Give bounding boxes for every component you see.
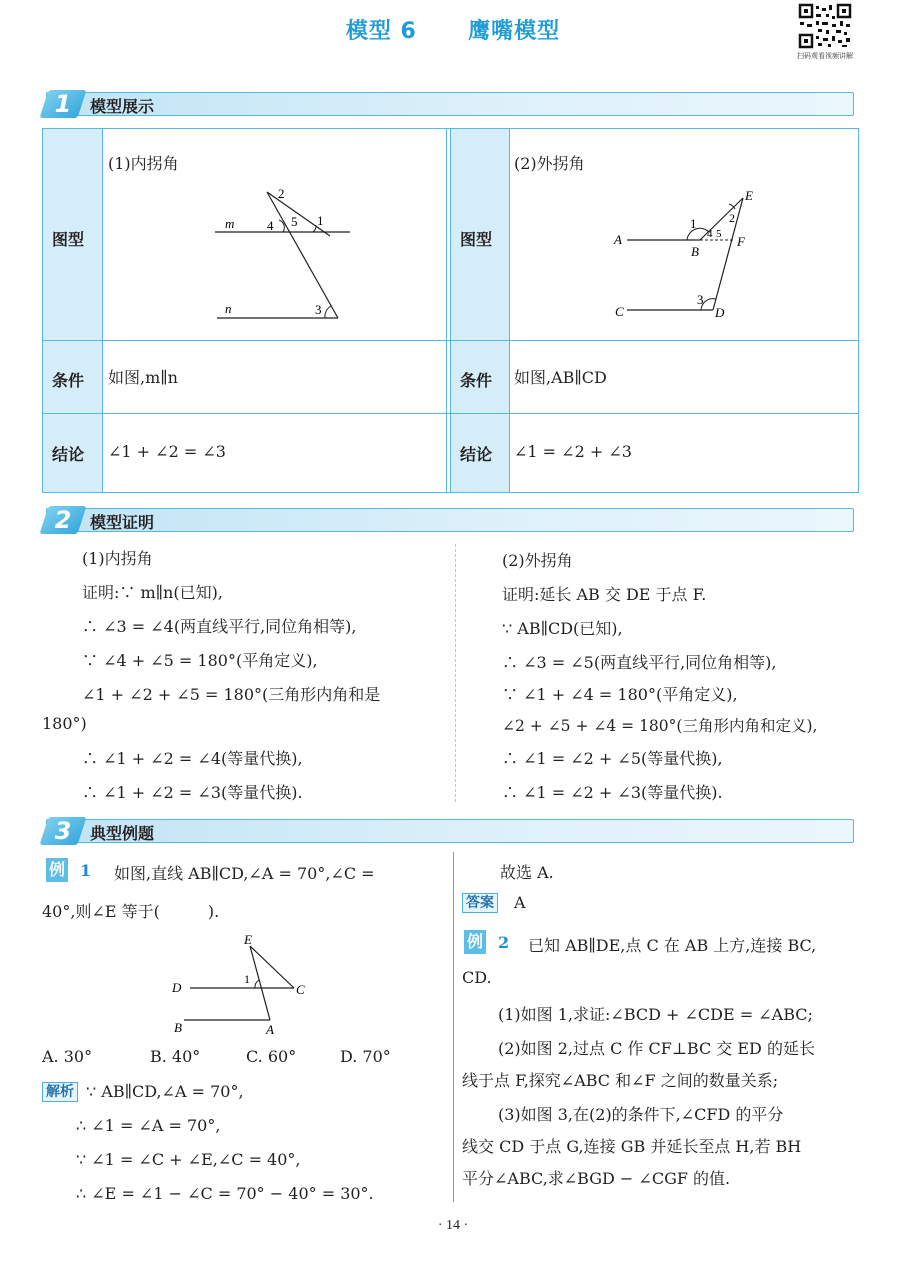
point-E-label: E — [745, 188, 753, 203]
example1-question: 40°,则∠E 等于( ). — [42, 902, 220, 921]
section3-bar — [46, 819, 854, 843]
proof-left-line: ∴ ∠1 + ∠2 = ∠3(等量代换). — [82, 783, 303, 802]
example2-line: 已知 AB∥DE,点 C 在 AB 上方,连接 BC, — [528, 936, 817, 955]
label-figure: 图型 — [52, 230, 85, 249]
section3-number: 3 — [54, 817, 72, 845]
section2-bar — [46, 508, 854, 532]
proof-left-line: ∴ ∠1 + ∠2 = ∠4(等量代换), — [82, 749, 303, 768]
angle-1-label: 1 — [690, 216, 697, 231]
outer-angle-figure — [605, 180, 765, 325]
inner-condition: 如图,m∥n — [108, 368, 178, 387]
answer-value: A — [514, 893, 526, 912]
example1-number: 1 — [80, 861, 92, 880]
example2-number: 2 — [498, 933, 510, 952]
angle-1-label: 1 — [244, 972, 250, 986]
page-title — [0, 14, 906, 45]
example2-badge: 例 — [464, 930, 486, 954]
point-A-label: A — [614, 232, 622, 247]
proof-left-line: 证明:∵ m∥n(已知), — [82, 583, 223, 602]
left-label-column — [43, 129, 102, 492]
proof-left-line: 180°) — [42, 714, 87, 733]
outer-condition: 如图,AB∥CD — [514, 368, 607, 387]
proof-left-line: (1)内拐角 — [82, 549, 153, 568]
line-m-label: m — [225, 216, 235, 231]
angle-2-label: 2 — [278, 186, 285, 201]
title-name: 鹰嘴模型 — [468, 19, 561, 44]
example2-line: 平分∠ABC,求∠BGD − ∠CGF 的值. — [462, 1169, 731, 1188]
inner-conclusion: ∠1 + ∠2 = ∠3 — [108, 442, 226, 461]
option-d: D. 70° — [340, 1047, 391, 1066]
angle-2-label: 2 — [729, 211, 735, 225]
label-figure: 图型 — [460, 230, 493, 249]
point-D-label: D — [715, 305, 725, 320]
inner-angle-heading: (1)内拐角 — [108, 154, 179, 173]
example2-line: 线交 CD 于点 G,连接 GB 并延长至点 H,若 BH — [462, 1137, 802, 1156]
point-C-label: C — [296, 982, 305, 997]
angle-4-label: 4 — [267, 218, 274, 233]
title-model: 模型 6 — [345, 19, 417, 44]
proof-right-line: ∵ AB∥CD(已知), — [502, 619, 623, 638]
point-C-label: C — [615, 304, 624, 319]
point-D-label: D — [172, 980, 182, 995]
proof-right-line: ∵ ∠1 + ∠4 = 180°(平角定义), — [502, 685, 738, 704]
proof-left-line: ∵ ∠4 + ∠5 = 180°(平角定义), — [82, 651, 318, 670]
proof-right-line: ∴ ∠1 = ∠2 + ∠5(等量代换), — [502, 749, 723, 768]
table-divider — [446, 129, 447, 492]
outer-angle-heading: (2)外拐角 — [514, 154, 585, 173]
section1-number: 1 — [54, 90, 72, 118]
label-conclusion: 结论 — [460, 445, 493, 464]
outer-conclusion: ∠1 = ∠2 + ∠3 — [514, 442, 632, 461]
line-n-label: n — [225, 301, 232, 316]
qr-caption: 扫码观看视频讲解 — [797, 52, 853, 60]
proof-right-line: ∴ ∠1 = ∠2 + ∠3(等量代换). — [502, 783, 723, 802]
angle-3-label: 3 — [315, 302, 322, 317]
section2-number: 2 — [54, 506, 72, 534]
example2-line: (2)如图 2,过点 C 作 CF⊥BC 交 ED 的延长 — [498, 1039, 815, 1058]
proof-right-line: ∠2 + ∠5 + ∠4 = 180°(三角形内角和定义), — [502, 717, 818, 735]
example1-question: 如图,直线 AB∥CD,∠A = 70°,∠C = — [114, 864, 375, 883]
angle-5-label: 5 — [291, 214, 298, 229]
proof-left-line: ∠1 + ∠2 + ∠5 = 180°(三角形内角和是 — [82, 685, 381, 704]
option-c: C. 60° — [246, 1047, 297, 1066]
section1-title: 模型展示 — [90, 97, 155, 116]
analysis-line: ∴ ∠1 = ∠A = 70°, — [76, 1116, 221, 1135]
right-label-column — [450, 129, 509, 492]
angle-1-label: 1 — [317, 213, 324, 228]
angle-4-label: 4 — [707, 228, 713, 240]
proof-right-line: ∴ ∠3 = ∠5(两直线平行,同位角相等), — [502, 653, 777, 672]
analysis-line: ∵ ∠1 = ∠C + ∠E,∠C = 40°, — [76, 1150, 301, 1169]
column-divider — [453, 852, 454, 1202]
qr-code-icon[interactable] — [796, 2, 854, 50]
proof-divider — [455, 544, 456, 802]
table-row-line — [43, 413, 858, 414]
example1-figure — [162, 928, 322, 1040]
table-divider — [450, 129, 451, 492]
section3-title: 典型例题 — [90, 824, 155, 843]
analysis-line: ∵ AB∥CD,∠A = 70°, — [86, 1082, 244, 1101]
label-condition: 条件 — [52, 371, 85, 390]
point-B-label: B — [174, 1020, 182, 1035]
answer-tag: 答案 — [462, 893, 498, 913]
proof-right-line: 证明:延长 AB 交 DE 于点 F. — [502, 585, 707, 604]
table-divider — [509, 129, 510, 492]
analysis-tag: 解析 — [42, 1082, 78, 1102]
label-conclusion: 结论 — [52, 445, 85, 464]
example2-line: (3)如图 3,在(2)的条件下,∠CFD 的平分 — [498, 1105, 784, 1124]
example2-line: CD. — [462, 968, 492, 987]
example2-line: 线于点 F,探究∠ABC 和∠F 之间的数量关系; — [462, 1071, 779, 1090]
angle-5-label: 5 — [716, 228, 722, 240]
table-row-line — [43, 340, 858, 341]
option-b: B. 40° — [150, 1047, 201, 1066]
proof-left-line: ∴ ∠3 = ∠4(两直线平行,同位角相等), — [82, 617, 357, 636]
point-B-label: B — [691, 244, 699, 259]
example1-conclusion: 故选 A. — [500, 863, 554, 882]
page-number: · 14 · — [437, 1218, 469, 1233]
example2-line: (1)如图 1,求证:∠BCD + ∠CDE = ∠ABC; — [498, 1005, 813, 1024]
inner-angle-figure — [205, 180, 355, 325]
point-A-label: A — [266, 1022, 274, 1037]
section2-title: 模型证明 — [90, 513, 155, 532]
angle-3-label: 3 — [697, 292, 704, 307]
label-condition: 条件 — [460, 371, 493, 390]
point-E-label: E — [244, 932, 252, 947]
option-a: A. 30° — [42, 1047, 93, 1066]
example1-badge: 例 — [46, 858, 68, 882]
table-divider — [102, 129, 103, 492]
proof-right-line: (2)外拐角 — [502, 551, 573, 570]
analysis-line: ∴ ∠E = ∠1 − ∠C = 70° − 40° = 30°. — [76, 1184, 374, 1203]
point-F-label: F — [737, 234, 745, 249]
section1-bar — [46, 92, 854, 116]
